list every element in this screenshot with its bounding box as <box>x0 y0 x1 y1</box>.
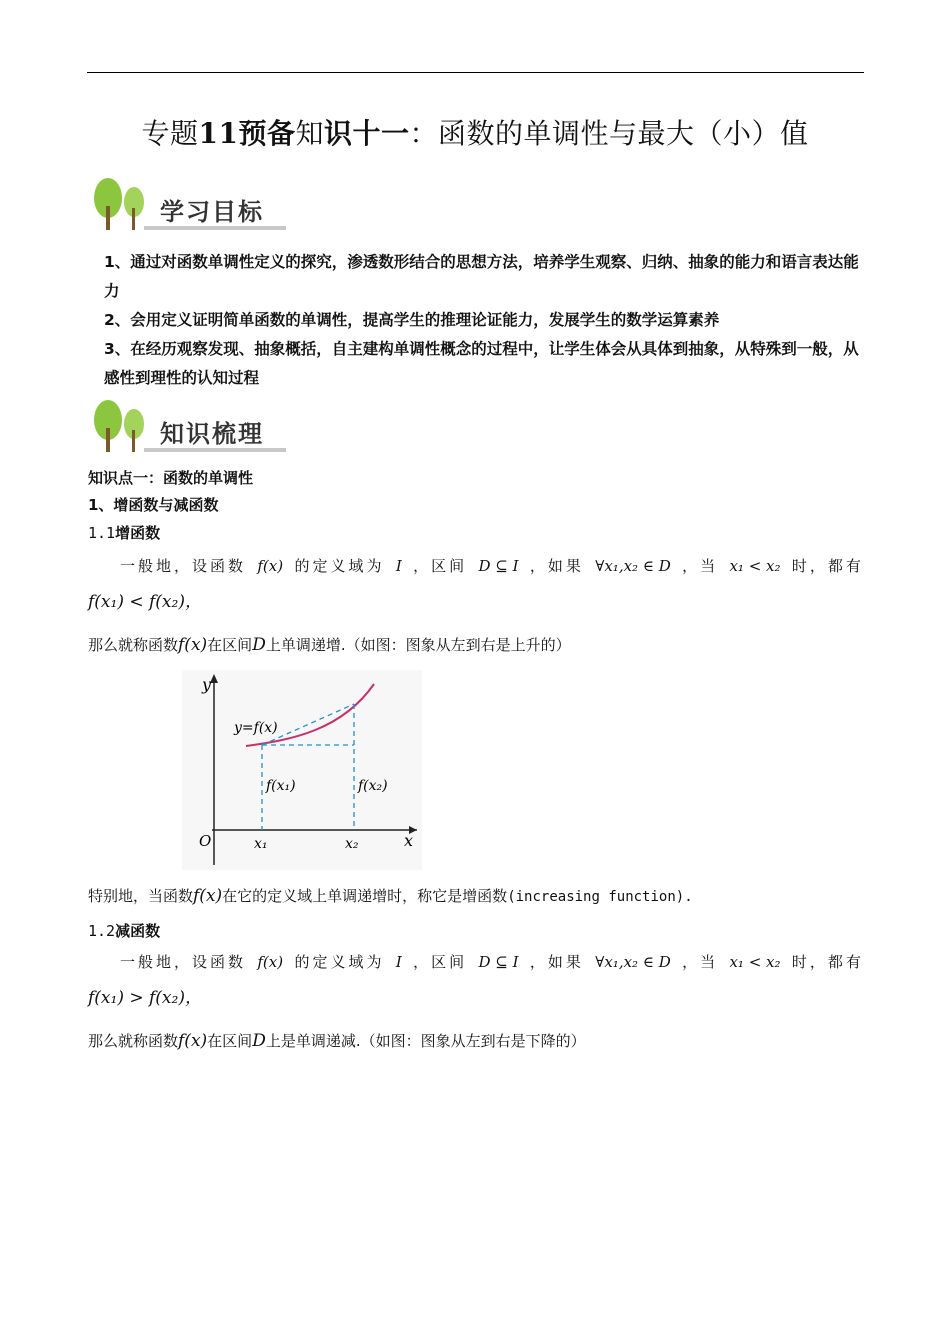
goals-list <box>88 248 864 393</box>
y-axis-label: y <box>202 675 212 694</box>
origin-label: O <box>199 832 212 850</box>
increasing-definition: 一般地，设函数 f(x) 的定义域为 I ，区间 D ⊆ I ，如果 ∀x₁,x₂ ∈ D ，当 x₁ < x₂ 时，都有 f(x₁) < f(x₂)， <box>88 548 864 620</box>
kp1-sub12: 1.2减函数 <box>88 922 161 940</box>
top-rule <box>87 72 864 73</box>
decreasing-conclusion: 那么就称函数f(x)在区间D上是单调递减.（如图：图象从左到右是下降的） <box>88 1031 586 1051</box>
def-line: 一般地，设函数 f(x) 的定义域为 I ，区间 D ⊆ I ，如果 ∀x₁,x₂ ∈ D ，当 x₁ < x₂ 时，都有 <box>120 557 864 575</box>
def-line: 一般地，设函数 f(x) 的定义域为 I ，区间 D ⊆ I ，如果 ∀x₁,x₂ ∈ D ，当 x₁ < x₂ 时，都有 <box>120 953 864 971</box>
section-goals-label: 学习目标 <box>160 198 264 226</box>
goal-item: 2、会用定义证明简单函数的单调性，提高学生的推理论证能力，发展学生的数学运算素养 <box>104 311 720 329</box>
increasing-function-figure <box>182 670 422 870</box>
curve-label: y=f(x) <box>234 720 278 736</box>
goal-item: 1、通过对函数单调性定义的探究，渗透数形结合的思想方法，培养学生观察、归纳、抽象的能力和语言表达能力 <box>104 253 859 300</box>
kp1-sub11: 1.1增函数 <box>88 524 161 542</box>
section-underline <box>144 226 286 230</box>
decreasing-definition: 一般地，设函数 f(x) 的定义域为 I ，区间 D ⊆ I ，如果 ∀x₁,x₂ ∈ D ，当 x₁ < x₂ 时，都有 f(x₁) > f(x₂)， <box>88 944 864 1016</box>
x-axis-label: x <box>404 831 414 850</box>
page-title: 专题11预备知识十一：函数的单调性与最大（小）值 <box>141 117 809 150</box>
section-goals-header <box>88 176 288 234</box>
x1-label: x₁ <box>254 836 268 852</box>
kp1-sub1: 1、增函数与减函数 <box>88 496 219 514</box>
section-underline <box>144 448 286 452</box>
kp1-heading: 知识点一：函数的单调性 <box>88 469 254 487</box>
section-knowledge-header <box>88 398 288 456</box>
goal-item: 3、在经历观察发现、抽象概括，自主建构单调性概念的过程中，让学生体会从具体到抽象，从特殊到一般，从感性到理性的认知过程 <box>104 340 859 387</box>
increasing-conclusion: 那么就称函数f(x)在区间D上单调递增.（如图：图象从左到右是上升的） <box>88 635 571 655</box>
special-note: 特别地，当函数f(x)在它的定义域上单调递增时，称它是增函数(increasing function). <box>88 886 693 906</box>
fx1-label: f(x₁) <box>266 778 296 794</box>
section-knowledge-label: 知识梳理 <box>160 420 264 448</box>
x2-label: x₂ <box>345 836 359 852</box>
fx2-label: f(x₂) <box>358 778 388 794</box>
